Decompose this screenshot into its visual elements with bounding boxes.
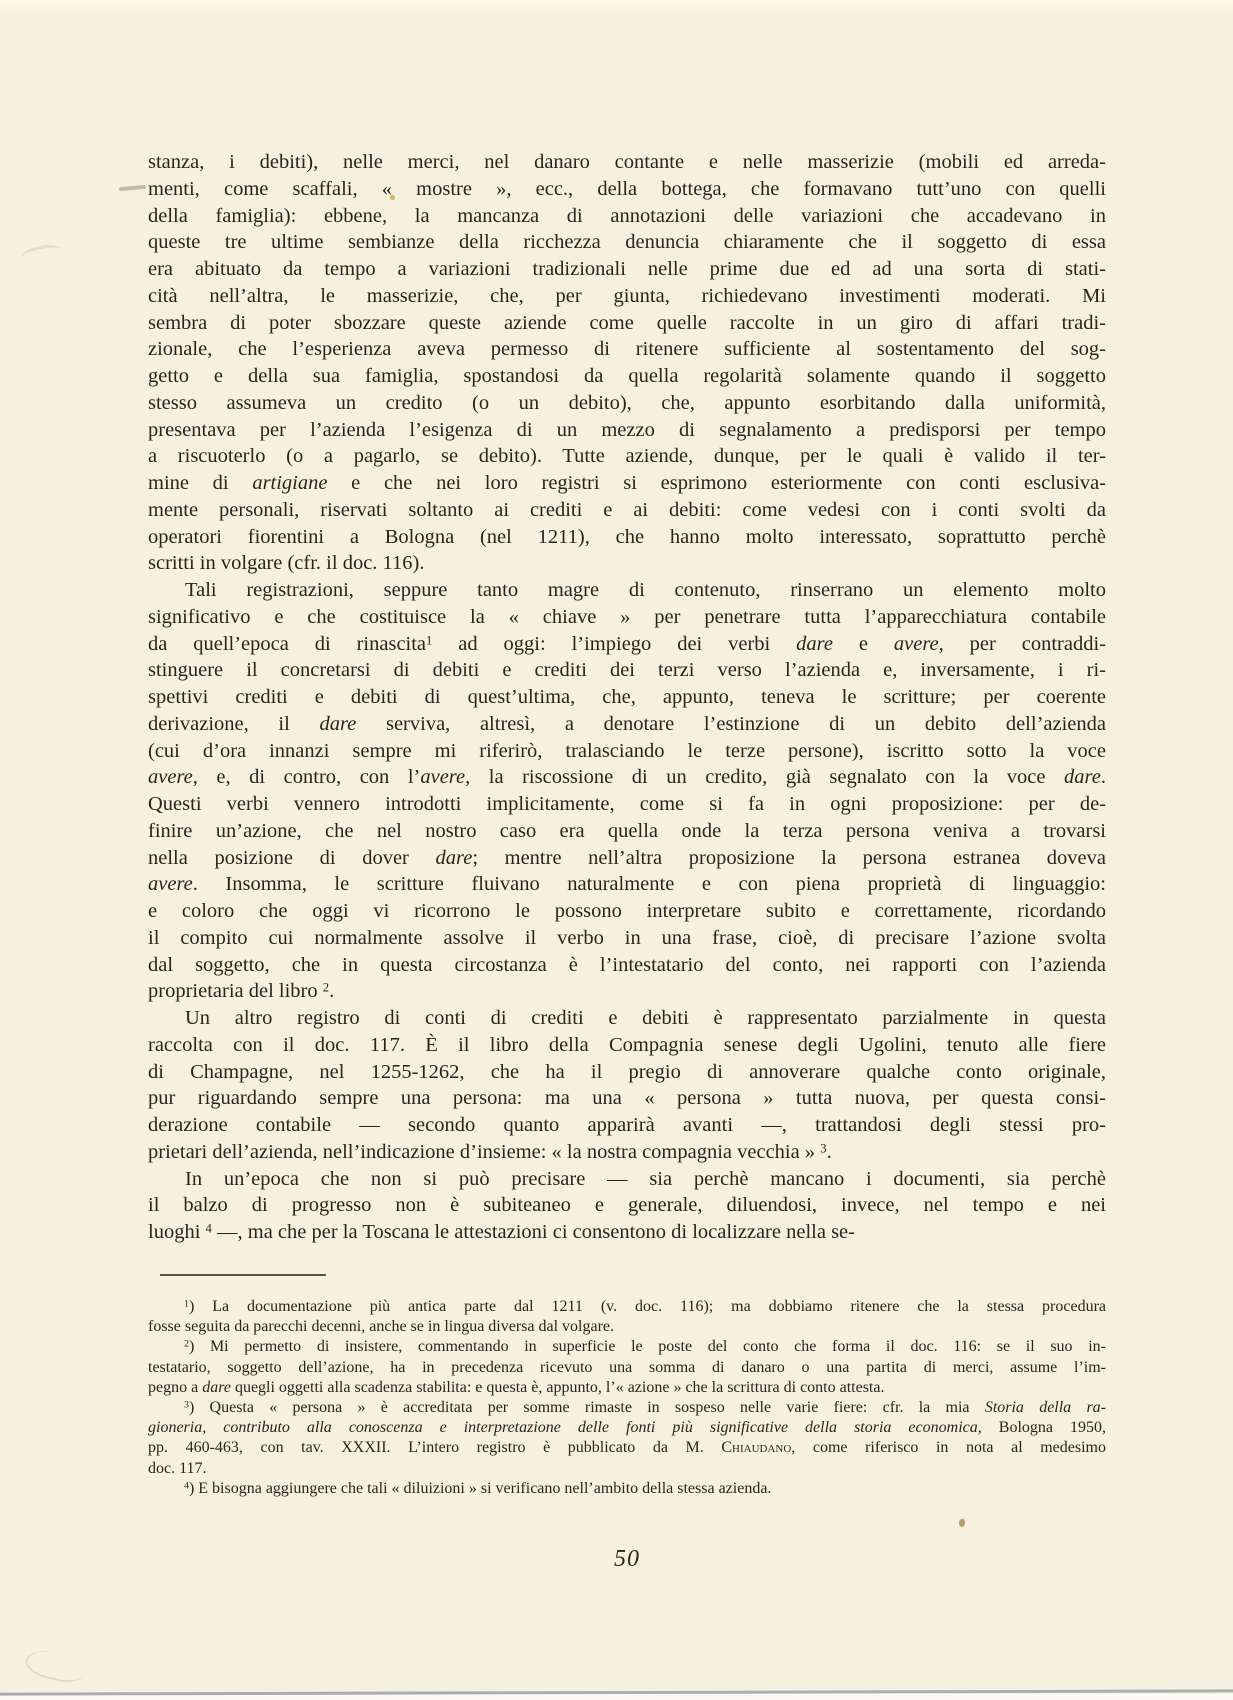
text-line: nella posizione di dover dare; mentre nell’altra proposizione la persona estranea doveva — [148, 846, 1106, 869]
text-line: getto e della sua famiglia, spostandosi da quella regolarità solamente quando il soggetto — [148, 365, 1106, 387]
text-line: mine di artigiane e che nei loro registri si esprimono esteriormente con conti esclusiva- — [148, 472, 1107, 494]
text-line: avere, e, di contro, con l’avere, la riscossione di un credito, già segnalato con la voce dare. — [148, 766, 1106, 789]
text-line: stinguere il concretarsi di debiti e crediti dei terzi verso l’azienda e, inversamente, i ri- — [148, 659, 1106, 682]
text-line: fosse seguita da parecchi decenni, anche se in lingua diversa dal volgare. — [148, 1318, 615, 1336]
text-line: e coloro che oggi vi ricorrono le possono interpretare subito e correttamente, ricordando — [148, 900, 1106, 922]
text-line: gioneria, contributo alla conoscenza e interpretazione delle fonti più significative della storia economica, Bologna 1950, — [148, 1419, 1107, 1437]
footnote — [148, 1398, 1106, 1479]
text-line: il compito cui normalmente assolve il verbo in una frase, cioè, di precisare l’azione svolta — [148, 926, 1106, 949]
text-line: menti, come scaffali, « mostre », ecc., della bottega, che formavano tutt’uno con quelli — [148, 177, 1106, 200]
text-line: operatori fiorentini a Bologna (nel 1211), che hanno molto interessato, soprattutto perchè — [148, 525, 1106, 548]
text-line: significativo e che costituisce la « chiave » per penetrare tutta l’apparecchiatura contabile — [148, 605, 1106, 628]
text-line: il balzo di progresso non è subiteaneo e generale, diluendosi, invece, nel tempo e nei — [148, 1194, 1106, 1217]
text-line: zionale, che l’esperienza aveva permesso di ritenere sufficiente al sostentamento del sog- — [148, 338, 1106, 361]
text-line: testatario, soggetto dell’azione, ha in precedenza ricevuto una somma di danaro o una partita di merci, assume l’im- — [148, 1358, 1106, 1376]
footnotes — [148, 1297, 1106, 1499]
text-line: doc. 117. — [148, 1459, 207, 1477]
text-line: finire un’azione, che nel nostro caso era quella onde la terza persona veniva a trovarsi — [148, 819, 1106, 842]
text-line: derivazione, il dare serviva, altresì, a denotare l’estinzione di un debito dell’azienda — [148, 712, 1106, 735]
text-line: proprietaria del libro $^2$. — [148, 980, 335, 1003]
text-line: era abituato da tempo a variazioni tradizionali nelle prime due ed ad una sorta di stati- — [148, 258, 1106, 280]
paper-speck — [959, 1519, 965, 1527]
text-line: spettivi crediti e debiti di quest’ultima, che, appunto, teneva le scritture; per coerente — [148, 686, 1106, 708]
text-line: In un’epoca che non si può precisare — sia perchè mancano i documenti, sia perchè — [185, 1167, 1106, 1190]
text-line: queste tre ultime sembianze della ricchezza denuncia chiaramente che il soggetto di essa — [148, 231, 1106, 254]
text-line: scritti in volgare (cfr. il doc. 116). — [148, 552, 425, 575]
footnote-separator — [160, 1274, 326, 1276]
text-line: $^3$) Questa « persona » è accreditata per somme rimaste in sospeso nelle varie fiere: cfr. la mia Storia della ra- — [184, 1399, 1107, 1417]
text-line: sembra di poter sbozzare queste aziende come quelle raccolte in un giro di affari tradi- — [148, 311, 1106, 334]
text-line: pur riguardando sempre una persona: ma una « persona » tutta nuova, per questa consi- — [148, 1087, 1106, 1110]
text-line: stanza, i debiti), nelle merci, nel danaro contante e nelle masserizie (mobili ed arreda- — [148, 151, 1106, 173]
text-line: mente personali, riservati soltanto ai crediti e ai debiti: come vedesi con i conti svolti da — [148, 498, 1106, 521]
footnote — [148, 1479, 1106, 1499]
pencil-mark — [119, 185, 146, 191]
text-line: dal soggetto, che in questa circostanza è l’intestatario del conto, nei rapporti con l’azienda — [148, 953, 1106, 976]
text-line: prietari dell’azienda, nell’indicazione d’insieme: « la nostra compagnia vecchia » $^3$. — [148, 1140, 832, 1163]
text-line: da quell’epoca di rinascita$^1$ ad oggi: l’impiego dei verbi dare e avere, per contraddi- — [148, 632, 1106, 655]
paragraph — [148, 1166, 1106, 1246]
text-line: $^1$) La documentazione più antica parte dal 1211 (v. doc. 116); ma dobbiamo ritenere che la stessa procedura — [184, 1298, 1106, 1315]
text-line: luoghi $^4$ —, ma che per la Toscana le attestazioni ci consentono di localizzare nella se- — [148, 1221, 855, 1243]
paragraph — [148, 577, 1106, 1005]
text-line: pp. 460-463, con tav. XXXII. L’intero registro è pubblicato da M. Chiaudano, come riferisco in nota al medesimo — [148, 1439, 1106, 1457]
text-line: $^2$) Mi permetto di insistere, commentando in superficie le poste del conto che forma il doc. 116: se il suo in- — [184, 1338, 1106, 1356]
text-line: stesso assumeva un credito (o un debito), che, appunto esorbitando dalla uniformità, — [148, 391, 1106, 414]
text-line: cità nell’altra, le masserizie, che, per giunta, richiedevano investimenti moderati. Mi — [148, 284, 1106, 307]
footnote — [148, 1337, 1106, 1398]
text-line: (cui d’ora innanzi sempre mi riferirò, tralasciando le terze persone), iscritto sotto la voce — [148, 739, 1106, 762]
text-line: Tali registrazioni, seppure tanto magre di contenuto, rinserrano un elemento molto — [185, 579, 1106, 601]
footnote — [148, 1297, 1106, 1337]
text-line: avere. Insomma, le scritture fluivano naturalmente e con piena proprietà di linguaggio: — [148, 873, 1106, 896]
text-line: della famiglia): ebbene, la mancanza di annotazioni delle variazioni che accadevano in — [148, 204, 1106, 227]
paragraph — [148, 1005, 1106, 1166]
text-line: di Champagne, nel 1255-1262, che ha il pregio di annoverare qualche conto originale, — [148, 1060, 1106, 1083]
text-line: raccolta con il doc. 117. È il libro della Compagnia senese degli Ugolini, tenuto alle fiere — [148, 1033, 1106, 1056]
text-line: Un altro registro di conti di crediti e debiti è rappresentato parzialmente in questa — [185, 1007, 1106, 1029]
text-line: a riscuoterlo (o a pagarlo, se debito). Tutte aziende, dunque, per le quali è valido il ter- — [148, 445, 1106, 468]
main-text — [148, 149, 1106, 1246]
pencil-scribble — [23, 1645, 88, 1687]
text-line: pegno a dare quegli oggetti alla scadenza stabilita: e questa è, appunto, l’« azione » che la scrittura di conto attesta. — [148, 1378, 885, 1396]
text-line: $^4$) E bisogna aggiungere che tali « diluizioni » si verificano nell’ambito della stessa azienda. — [184, 1479, 772, 1497]
text-line: Questi verbi vennero introdotti implicitamente, come si fa in ogni proposizione: per de- — [148, 793, 1106, 815]
page-number: 50 — [614, 1546, 640, 1572]
paper-scratch — [19, 242, 64, 267]
text-line: derazione contabile — secondo quanto apparirà avanti —, trattandosi degli stessi pro- — [148, 1114, 1106, 1136]
paragraph — [148, 149, 1106, 577]
text-line: presentava per l’azienda l’esigenza di un mezzo di segnalamento a predisporsi per tempo — [148, 418, 1106, 441]
